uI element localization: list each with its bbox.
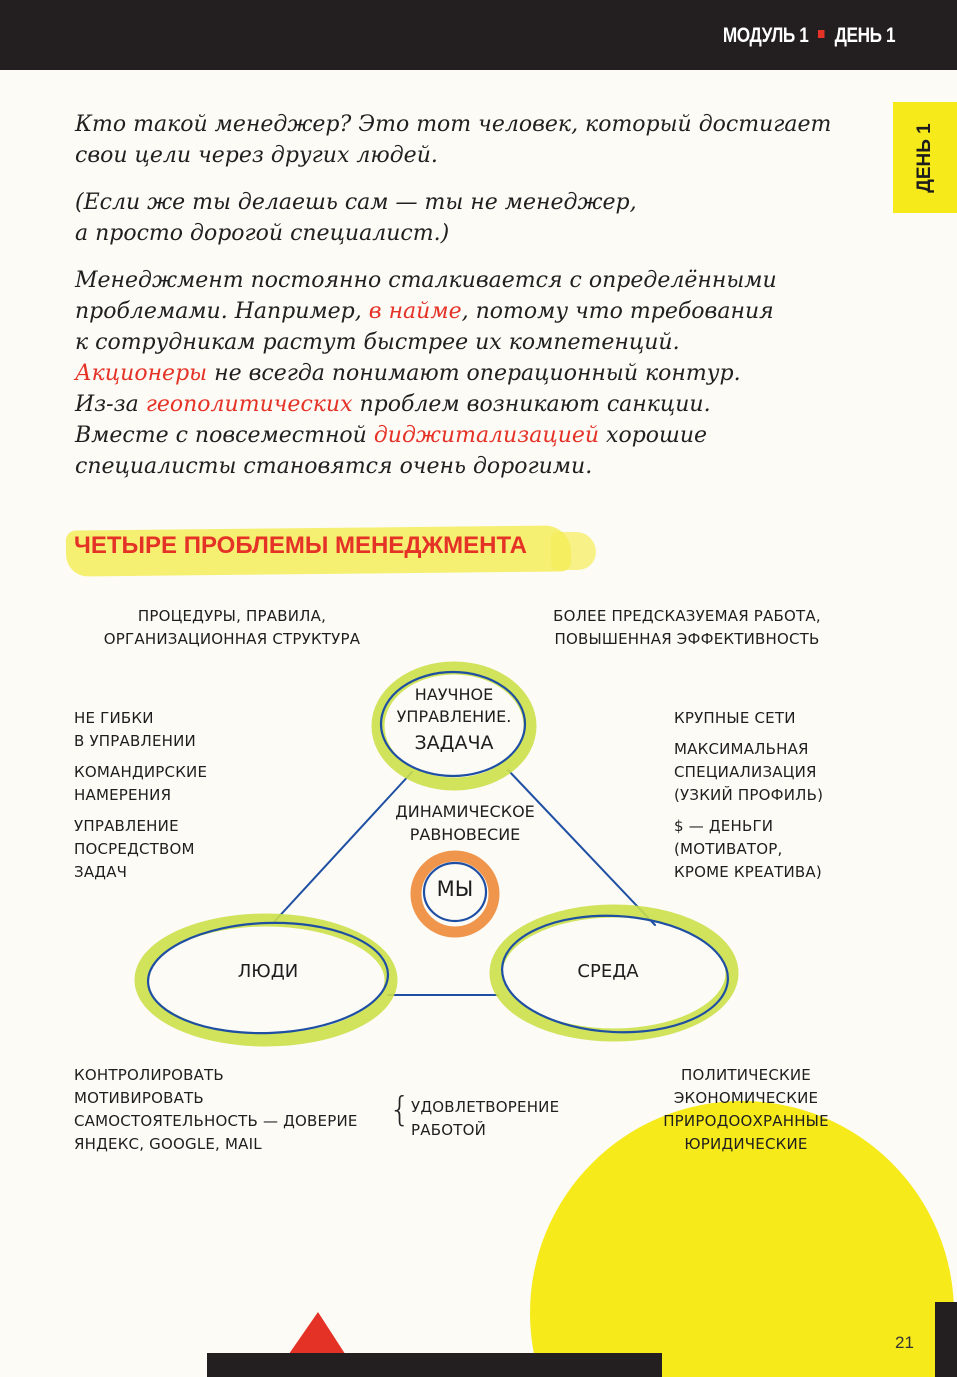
bottom-left-notes: КОНТРОЛИРОВАТЬ МОТИВИРОВАТЬ САМОСТОЯТЕЛЬНОСТЬ — ДОВЕРИЕ ЯНДЕКС, GOOGLE, MAIL [74,1066,358,1153]
highlight-digitalization: диджитализацией [373,423,600,448]
brace-symbol: { [389,1090,411,1130]
highlight-geopolitical: геополитических [145,392,353,417]
page-number: 21 [895,1333,914,1352]
day-side-tab [893,102,957,213]
day-label: ДЕНЬ 1 [834,24,895,47]
module-label: МОДУЛЬ 1 [722,24,809,47]
highlight-hiring: в найме [368,299,462,324]
center-note: ДИНАМИЧЕСКОЕ РАВНОВЕСИЕ [395,802,535,844]
right-notes: КРУПНЫЕ СЕТИ МАКСИМАЛЬНАЯ СПЕЦИАЛИЗАЦИЯ (УЗКИЙ ПРОФИЛЬ) $ — ДЕНЬГИ (МОТИВАТОР, КРОМЕ КРЕАТИВА) [674,709,824,881]
environment-node-label: СРЕДА [577,961,639,982]
section-heading-text: ЧЕТЫРЕ ПРОБЛЕМЫ МЕНЕДЖМЕНТА [74,532,527,559]
top-header-bar [0,0,957,70]
section-heading [66,520,596,582]
brace-notes: УДОВЛЕТВОРЕНИЕ РАБОТОЙ [411,1098,560,1139]
intro-paragraph-2: (Если же ты делаешь сам — ты не менеджер, а просто дорогой специалист.) [75,190,637,246]
intro-paragraph-3: Менеджмент постоянно сталкивается с определёнными проблемами. Например, в найме, потому что требования к сотрудникам растут быстрее их компетенций. Акционеры не всегда понимают операционный контур. Из-за геополитических проблем возникают санкции. Вместе с повсеместной диджитализацией хорошие специалисты становятся очень дорогими. [75,268,777,479]
intro-paragraph-1: Кто такой менеджер? Это тот человек, который достигает свои цели через других людей. [75,112,832,168]
bottom-right-notes: ПОЛИТИЧЕСКИЕ ЭКОНОМИЧЕСКИЕ ПРИРОДООХРАННЫЕ ЮРИДИЧЕСКИЕ [663,1066,829,1153]
bottom-bar-decoration [207,1353,662,1377]
highlight-shareholders: Акционеры [75,361,208,386]
module-day-label [723,24,895,48]
red-square-separator [818,30,825,38]
day-side-tab-label: ДЕНЬ 1 [914,122,935,193]
right-bar-decoration [935,1302,957,1377]
center-node-label: МЫ [436,877,474,901]
left-notes: НЕ ГИБКИ В УПРАВЛЕНИИ КОМАНДИРСКИЕ НАМЕРЕНИЯ УПРАВЛЕНИЕ ПОСРЕДСТВОМ ЗАДАЧ [74,709,208,881]
people-node-label: ЛЮДИ [237,961,299,982]
task-node-label: НАУЧНОЕ УПРАВЛЕНИЕ. ЗАДАЧА [396,685,512,754]
top-left-note: ПРОЦЕДУРЫ, ПРАВИЛА, ОРГАНИЗАЦИОННАЯ СТРУКТУРА [103,607,361,648]
heading-highlight-tail [551,532,596,570]
top-right-note: БОЛЕЕ ПРЕДСКАЗУЕМАЯ РАБОТА, ПОВЫШЕННАЯ ЭФФЕКТИВНОСТЬ [553,607,821,648]
